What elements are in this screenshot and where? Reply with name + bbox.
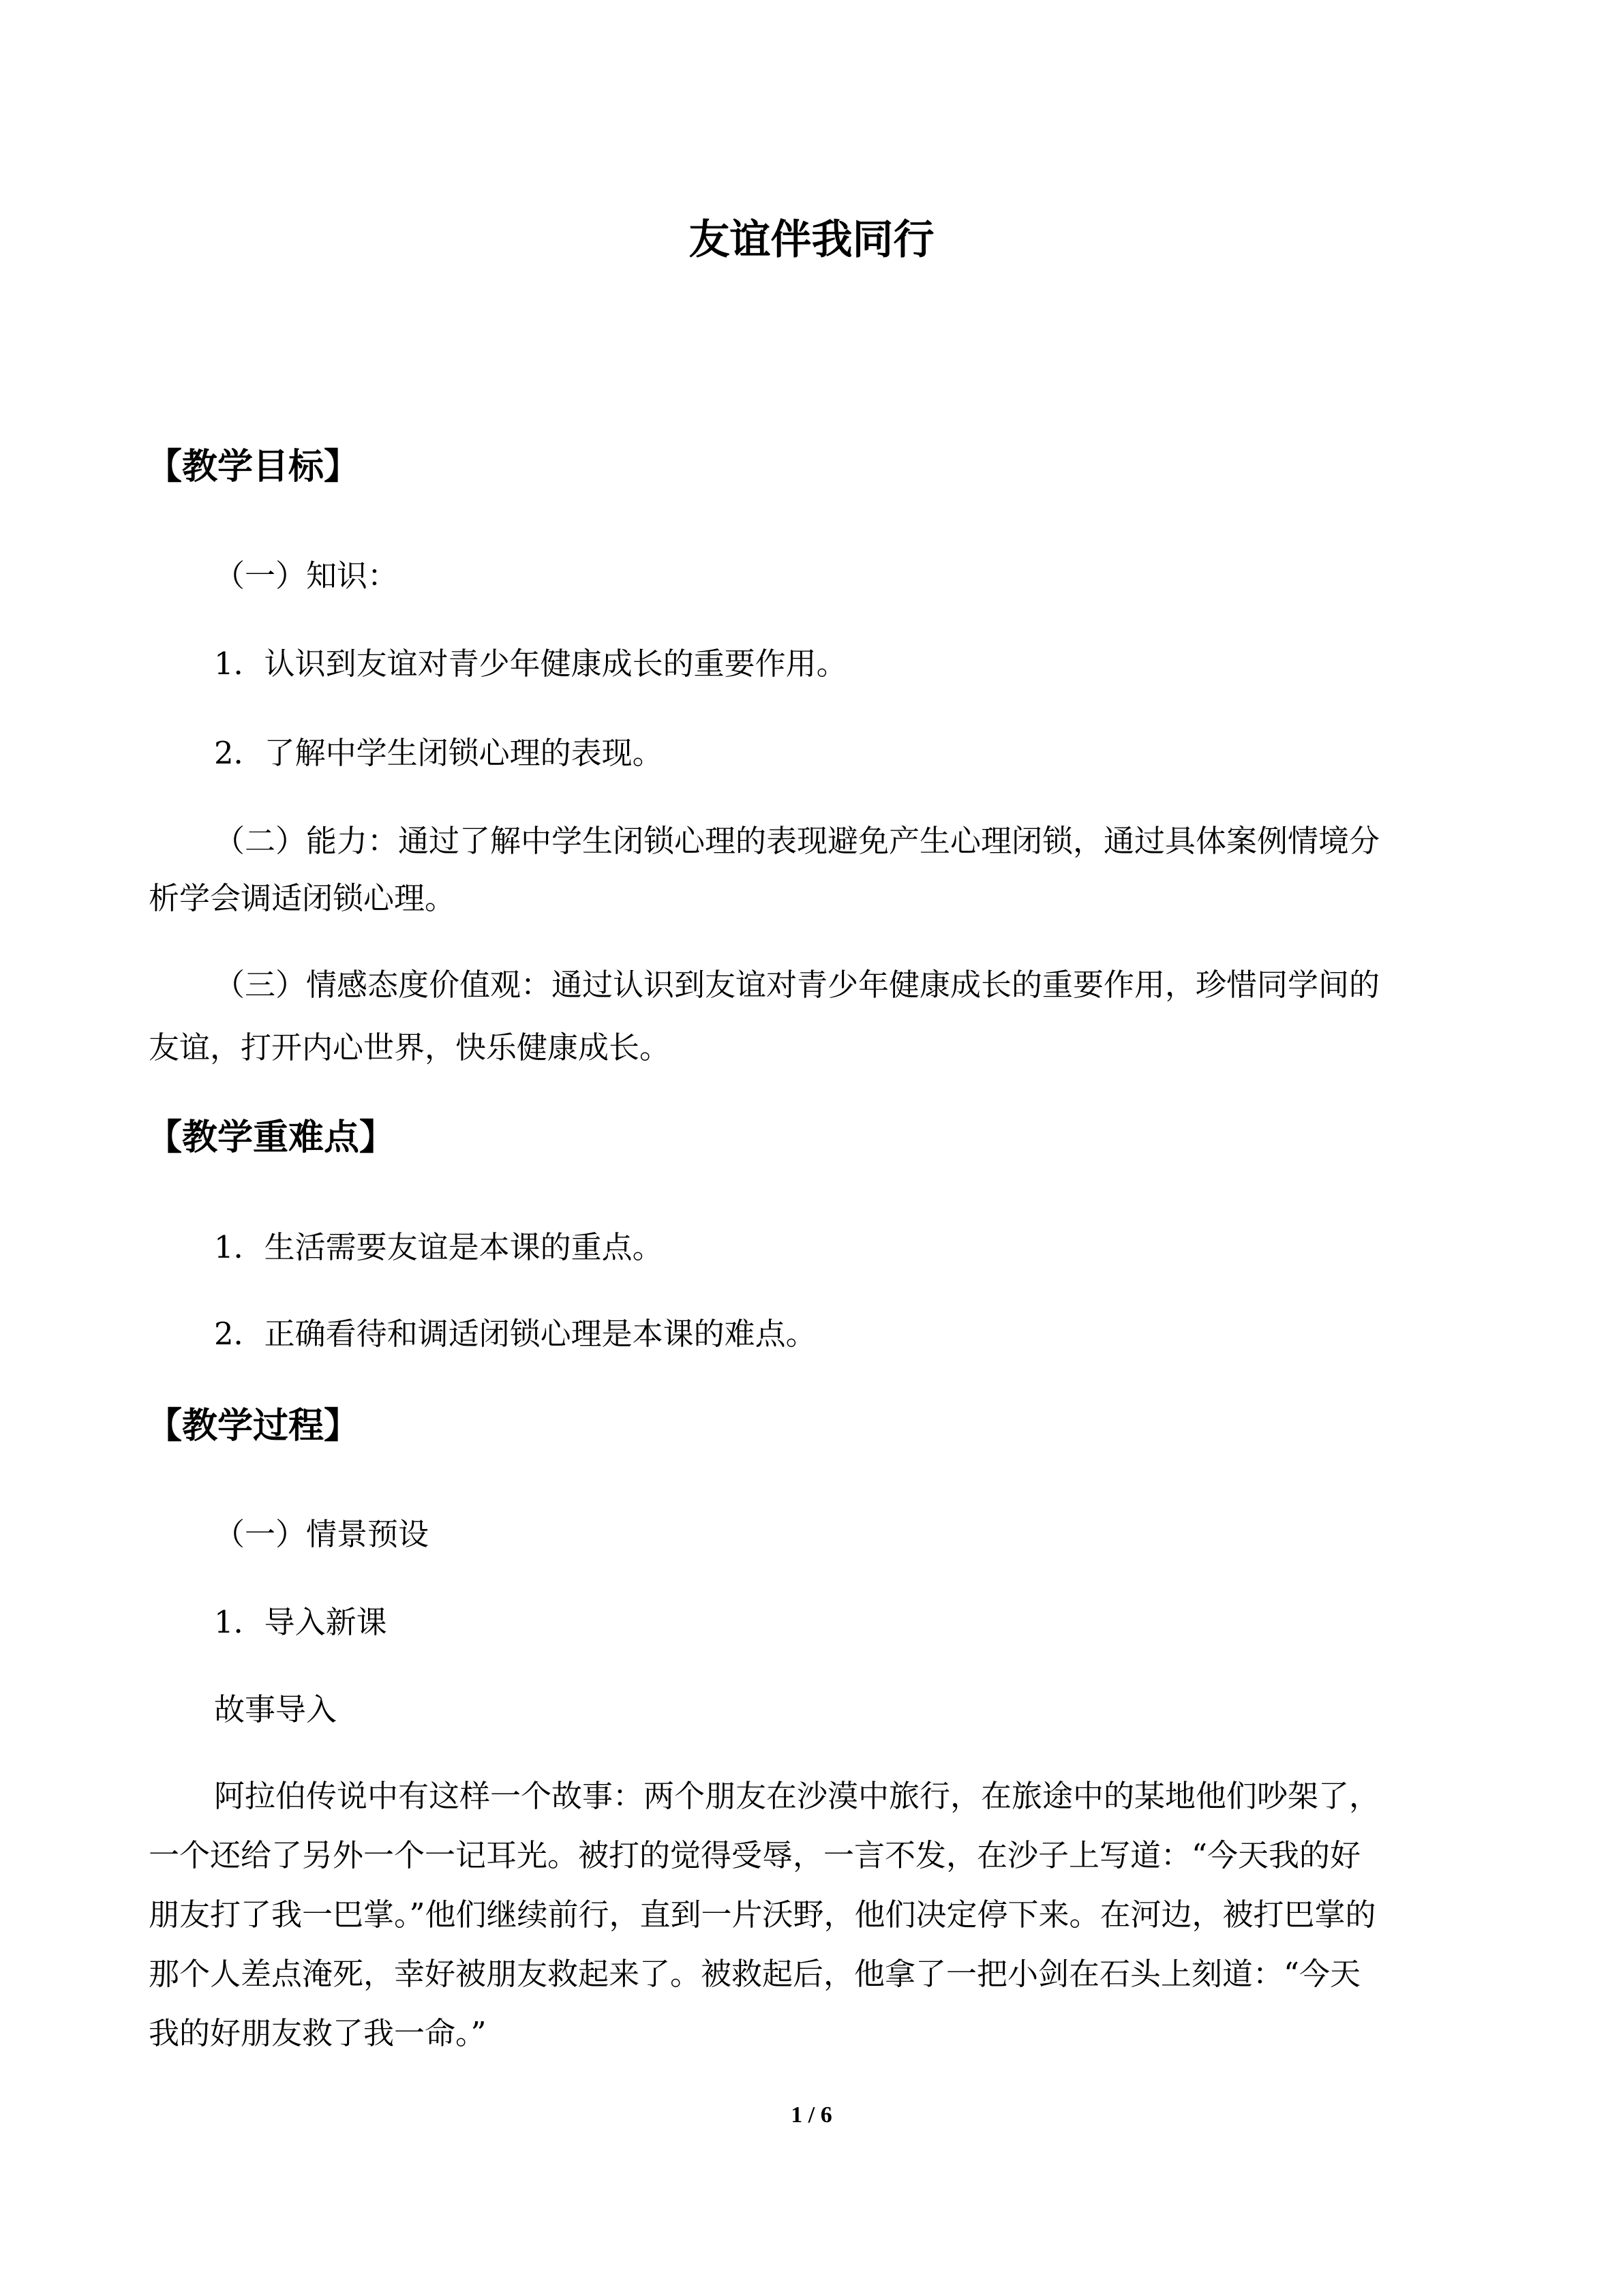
- process-sub-item: 1．导入新课: [214, 1604, 387, 1640]
- story-line-5: 我的好朋友救了我一命。”: [149, 2015, 487, 2051]
- page-number: 1 / 6: [791, 2102, 832, 2128]
- key-point-item-1: 1．生活需要友谊是本课的重点。: [214, 1229, 663, 1265]
- document-title: 友谊伴我同行: [688, 216, 935, 264]
- heading-key-points: 【教学重难点】: [147, 1117, 395, 1158]
- story-label: 故事导入: [214, 1691, 337, 1727]
- story-line-4: 那个人差点淹死，幸好被朋友救起来了。被救起后，他拿了一把小剑在石头上刻道：“今天: [149, 1956, 1361, 1992]
- knowledge-item-1: 1．认识到友谊对青少年健康成长的重要作用。: [214, 646, 847, 682]
- knowledge-item-2: 2．了解中学生闭锁心理的表现。: [214, 735, 663, 771]
- heading-teaching-process: 【教学过程】: [147, 1405, 360, 1447]
- process-step-label: （一）情景预设: [214, 1516, 429, 1552]
- values-paragraph-line-2: 友谊，打开内心世界，快乐健康成长。: [149, 1029, 671, 1066]
- story-line-3: 朋友打了我一巴掌。”他们继续前行，直到一片沃野，他们决定停下来。在河边，被打巴掌的: [149, 1897, 1376, 1933]
- key-point-item-2: 2．正确看待和调适闭锁心理是本课的难点。: [214, 1316, 817, 1352]
- story-line-2: 一个还给了另外一个一记耳光。被打的觉得受辱，一言不发，在沙子上写道：“今天我的好: [149, 1837, 1361, 1873]
- values-paragraph-line-1: （三）情感态度价值观：通过认识到友谊对青少年健康成长的重要作用，珍惜同学间的: [214, 967, 1380, 1003]
- story-line-1: 阿拉伯传说中有这样一个故事：两个朋友在沙漠中旅行，在旅途中的某地他们吵架了，: [214, 1778, 1380, 1814]
- ability-paragraph-line-2: 析学会调适闭锁心理。: [149, 880, 456, 916]
- knowledge-label: （一）知识：: [214, 558, 399, 594]
- heading-teaching-objectives: 【教学目标】: [147, 446, 360, 487]
- ability-paragraph-line-1: （二）能力：通过了解中学生闭锁心理的表现避免产生心理闭锁，通过具体案例情境分: [214, 823, 1380, 859]
